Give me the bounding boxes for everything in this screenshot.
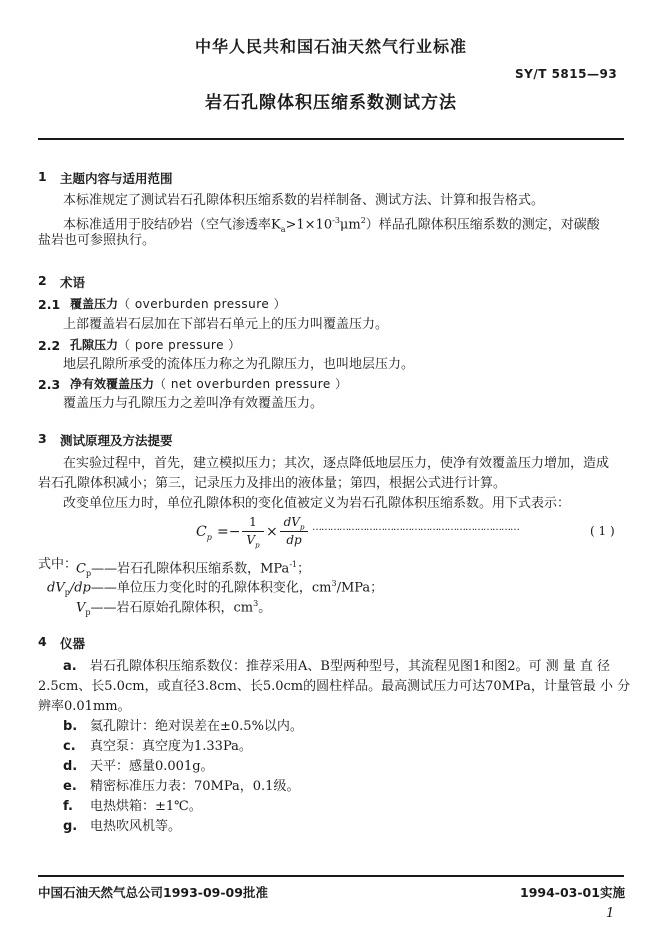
item-c-label: c. — [63, 739, 76, 754]
section-2-number: 2 — [38, 273, 47, 288]
section-1-para-2-line-1: 本标准适用于胶结砂岩（空气渗透率$K_a>1\times 10^{-3}\mu m^2$）样品孔隙体积压缩系数的测定，对碳酸 — [63, 216, 600, 234]
section-4-heading: 仪器 — [60, 636, 86, 651]
item-f-text: 电热烘箱：±1℃。 — [90, 799, 202, 814]
item-b-label: b. — [63, 719, 78, 734]
section-2-heading: 术语 — [60, 275, 86, 290]
standard-category: 中华人民共和国石油天然气行业标准 — [194, 37, 467, 56]
section-3-para-1-line-2: 岩石孔隙体积减小；第三，记录压力及排出的液体量；第四，根据公式进行计算。 — [38, 476, 507, 491]
frac1-bar — [242, 531, 264, 532]
item-a-label: a. — [63, 659, 77, 674]
section-1-para-1: 本标准规定了测试岩石孔隙体积压缩系数的岩样制备、测试方法、计算和报告格式。 — [63, 193, 545, 208]
item-g-label: g. — [63, 819, 78, 834]
approval-note: 中国石油天然气总公司1993-09-09批准 — [38, 885, 268, 900]
item-c-text: 真空泵：真空度为1.33Pa。 — [90, 739, 252, 754]
item-d-label: d. — [63, 759, 78, 774]
formula-leader: …………………………………………………………… — [312, 522, 519, 533]
item-d-text: 天平：感量0.001g。 — [90, 759, 214, 774]
frac1-denominator: $V_p$ — [246, 533, 260, 550]
term-2-3-number: 2.3 — [38, 377, 61, 392]
where-item-dvp-dp: $dV_p/dp——$单位压力变化时的孔隙体积变化，$cm^3$/MPa； — [47, 579, 384, 597]
section-1-heading: 主题内容与适用范围 — [60, 171, 173, 186]
item-a-line-3: 辨率0.01mm。 — [38, 699, 131, 714]
section-4-number: 4 — [38, 634, 47, 649]
term-2-2-number: 2.2 — [38, 338, 61, 353]
term-2-1: 覆盖压力（ overburden pressure ） — [70, 297, 287, 311]
item-f-label: f. — [63, 799, 73, 814]
effective-date: 1994-03-01实施 — [520, 885, 625, 900]
item-a-line-1: 岩石孔隙体积压缩系数仪：推荐采用A、B型两种型号，其流程见图1和图2。可 测 量 直 径 — [90, 659, 611, 674]
section-3-para-2: 改变单位压力时，单位孔隙体积的变化值被定义为岩石孔隙体积压缩系数。用下式表示： — [63, 496, 571, 511]
frac1-numerator: 1 — [249, 515, 257, 529]
formula-lhs: $C_p$ — [196, 524, 212, 542]
section-3-number: 3 — [38, 431, 47, 446]
term-2-1-number: 2.1 — [38, 297, 61, 312]
footer-rule — [38, 875, 624, 877]
term-2-1-definition: 上部覆盖岩石层加在下部岩石单元上的压力叫覆盖压力。 — [63, 317, 389, 332]
term-2-3-definition: 覆盖压力与孔隙压力之差叫净有效覆盖压力。 — [63, 396, 324, 411]
where-item-vp: $V_p——$岩石原始孔隙体积，$cm^3$。 — [76, 599, 272, 617]
term-2-3: 净有效覆盖压力（ net overburden pressure ） — [70, 377, 348, 391]
item-e-label: e. — [63, 779, 77, 794]
formula-times: × — [266, 524, 278, 540]
section-1-number: 1 — [38, 169, 47, 184]
header-rule — [38, 138, 624, 140]
formula-equals: =− — [217, 524, 241, 540]
document-title: 岩石孔隙体积压缩系数测试方法 — [205, 93, 457, 113]
item-b-text: 氦孔隙计：绝对误差在±0.5%以内。 — [90, 719, 303, 734]
frac2-denominator: dp — [286, 533, 302, 547]
where-item-cp: $C_p——$岩石孔隙体积压缩系数，MPa$^{-1}$； — [76, 560, 311, 578]
section-3-heading: 测试原理及方法提要 — [60, 433, 173, 448]
standard-code: SY/T 5815—93 — [515, 67, 618, 81]
section-3-para-1-line-1: 在实验过程中，首先，建立模拟压力；其次，逐点降低地层压力，使净有效覆盖压力增加，造成 — [63, 456, 610, 471]
frac2-bar — [280, 531, 308, 532]
formula-number: ( 1 ) — [590, 524, 615, 538]
page-number: 1 — [606, 906, 615, 921]
frac2-numerator: $dV_p$ — [283, 515, 305, 532]
item-e-text: 精密标准压力表：70MPa，0.1级。 — [90, 779, 300, 794]
term-2-2-definition: 地层孔隙所承受的流体压力称之为孔隙压力，也叫地层压力。 — [63, 357, 415, 372]
item-a-line-2: 2.5cm、长5.0cm，或直径3.8cm、长5.0cm的圆柱样品。最高测试压力可达70MPa，计量管最 小 分 — [38, 679, 631, 694]
where-label: 式中： — [38, 557, 78, 572]
item-g-text: 电热吹风机等。 — [90, 819, 182, 834]
term-2-2: 孔隙压力（ pore pressure ） — [70, 338, 241, 352]
section-1-para-2-line-2: 盐岩也可参照执行。 — [38, 233, 156, 248]
